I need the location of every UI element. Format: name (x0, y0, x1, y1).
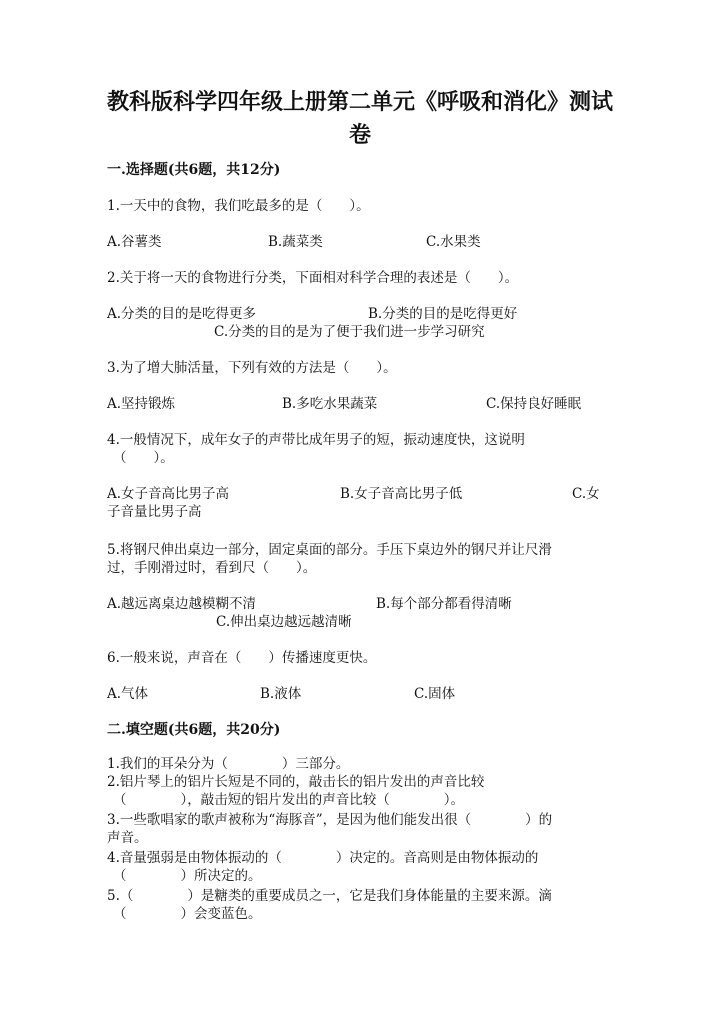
option-c: C.固体 (414, 686, 456, 702)
option-b: B.液体 (260, 686, 302, 702)
option-b: B.女子音高比男子低 (340, 486, 463, 502)
question-stem: 3.为了增大肺活量，下列有效的方法是（ ）。 (107, 360, 397, 376)
option-c: C.女 (572, 486, 600, 502)
fill-line: 1.我们的耳朵分为（ ）三部分。 (107, 756, 350, 772)
question-stem-line2: 过，手刚滑过时，看到尺（ ）。 (107, 560, 317, 576)
option-b: B.蔬菜类 (268, 234, 323, 250)
question-stem: 2.关于将一天的食物进行分类，下面相对科学合理的表述是（ ）。 (107, 270, 519, 286)
fill-line: （ ）会变蓝色。 (113, 906, 262, 922)
question-stem-line2: （ ）。 (113, 450, 174, 466)
question-stem-line1: 4.一般情况下，成年女子的声带比成年男子的短，振动速度快，这说明 (107, 432, 525, 448)
option-c: C.保持良好睡眠 (486, 396, 582, 412)
option-a: A.越远离桌边越模糊不清 (107, 596, 257, 612)
option-b: B.每个部分都看得清晰 (376, 596, 512, 612)
fill-line: 2.铝片琴上的铝片长短是不同的，敲击长的铝片发出的声音比较 (107, 774, 485, 790)
fill-line: 3.一些歌唱家的歌声被称为“海豚音”，是因为他们能发出很（ ）的 (107, 812, 553, 828)
option-a: A.女子音高比男子高 (107, 486, 230, 502)
option-c: C.分类的目的是为了便于我们进一步学习研究 (214, 324, 485, 340)
option-c: C.伸出桌边越远越清晰 (216, 614, 352, 630)
fill-line: （ ）所决定的。 (113, 868, 262, 884)
question-stem: 6.一般来说，声音在（ ）传播速度更快。 (107, 650, 377, 666)
section-heading-fill: 二.填空题(共6题，共20分) (107, 722, 281, 738)
option-a: A.坚持锻炼 (107, 396, 176, 412)
question-stem: 1.一天中的食物，我们吃最多的是（ ）。 (107, 198, 370, 214)
section-heading-choice: 一.选择题(共6题，共12分) (107, 162, 281, 178)
fill-line: 5.（ ）是糖类的重要成员之一，它是我们身体能量的主要来源。滴 (107, 888, 552, 904)
option-a: A.气体 (107, 686, 149, 702)
page-title: 教科版科学四年级上册第二单元《呼吸和消化》测试卷 (106, 89, 613, 148)
option-b: B.分类的目的是吃得更好 (368, 306, 518, 322)
fill-line: （ ），敲击短的铝片发出的声音比较（ ）。 (113, 792, 464, 808)
fill-line: 4.音量强弱是由物体振动的（ ）决定的。音高则是由物体振动的 (107, 850, 539, 866)
option-a: A.谷薯类 (107, 234, 162, 250)
option-c-continued: 子音量比男子高 (107, 504, 202, 520)
option-b: B.多吃水果蔬菜 (282, 396, 378, 412)
option-a: A.分类的目的是吃得更多 (107, 306, 257, 322)
fill-line: 声音。 (107, 830, 148, 846)
question-stem-line1: 5.将钢尺伸出桌边一部分，固定桌面的部分。手压下桌边外的钢尺并让尺滑 (107, 542, 552, 558)
option-c: C.水果类 (426, 234, 481, 250)
